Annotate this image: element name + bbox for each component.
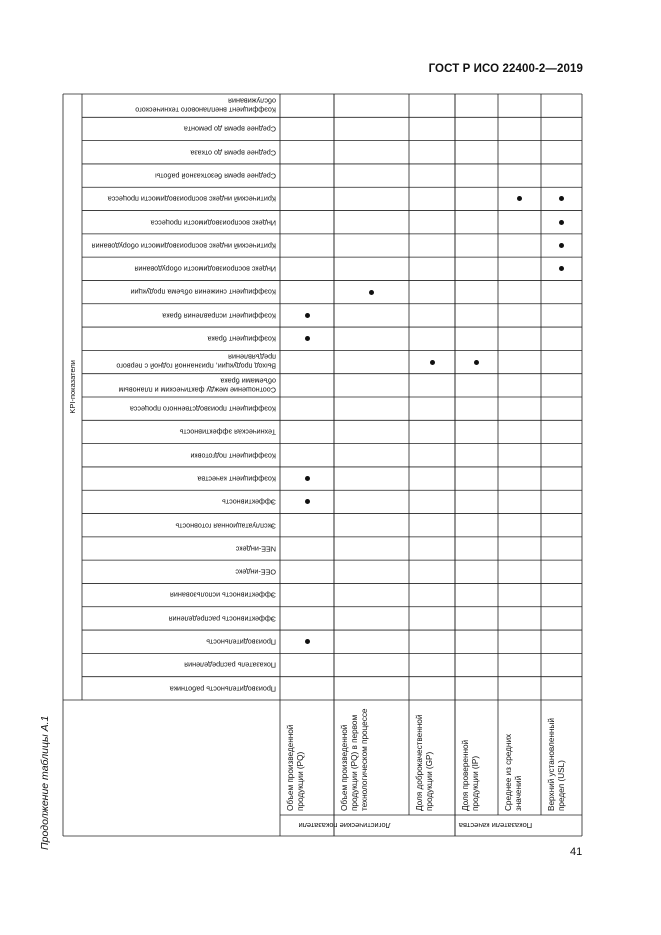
table-row-label-text: Коэффициент подготовки — [190, 450, 276, 460]
table-row-label — [86, 491, 276, 512]
table-row-label-text: Производительность работника — [169, 683, 276, 693]
table-row-label — [86, 608, 276, 629]
table-row-label — [86, 561, 276, 582]
table-row-label — [86, 678, 276, 699]
table-caption: Продолжение таблицы А.1 — [39, 715, 51, 850]
document-header: ГОСТ Р ИСО 22400-2—2019 — [428, 63, 583, 75]
table-row-label-text: Среднее время до отказа — [190, 147, 276, 157]
table-row-label-text: OEE-индекс — [235, 567, 276, 577]
column-header: Объем произведенной продукции (PQ) в первом технологическом процессе — [340, 708, 369, 811]
column-header: Верхний установленный предел (USL) — [547, 718, 566, 811]
table-row-label — [86, 235, 276, 256]
bullet-mark — [430, 360, 435, 365]
bullet-mark — [305, 639, 310, 644]
column-header: Доля доброкачественной продукции (GP) — [415, 714, 434, 811]
table-row-label-text: Коэффициент снижения объема продукции — [130, 287, 276, 297]
table-row-label — [86, 538, 276, 559]
table-row-label-text: Производительность — [206, 637, 276, 647]
table-row-label — [86, 468, 276, 489]
table-row-label — [86, 188, 276, 209]
table-row-label-text: Коэффициент внепланового технического обслуживания — [135, 96, 276, 115]
table-row-label-text: Коэффициент брака — [207, 334, 276, 344]
bullet-mark — [369, 290, 374, 295]
table-row-label — [86, 118, 276, 139]
table-row-label — [86, 445, 276, 466]
table-row-label — [86, 351, 276, 372]
table-row-label-text: Эффективность использования — [169, 590, 276, 600]
table-row-label — [86, 281, 276, 302]
column-group-header: Логистические показатели — [298, 821, 391, 830]
bullet-mark — [559, 243, 564, 248]
table-row-label-text: Техническая эффективность — [179, 427, 276, 437]
table-row-label-text: Среднее время до ремонта — [183, 124, 276, 134]
table-row-label-text: NEE-индекс — [235, 544, 276, 553]
bullet-mark — [305, 336, 310, 341]
table-row-label — [86, 375, 276, 396]
bullet-mark — [305, 313, 310, 318]
table-row-label-text: Среднее время безотказной работы — [155, 171, 276, 181]
table-row-label-text: Эффективность — [222, 497, 276, 507]
table-row-label — [86, 165, 276, 186]
table-row-label — [86, 515, 276, 536]
table-row-label — [86, 421, 276, 442]
table-row-label-text: Индекс воспроизводимости процесса — [150, 217, 276, 227]
table-row-label-text: Коэффициент исправления брака — [162, 310, 276, 320]
table-row-label — [86, 305, 276, 326]
bullet-mark — [305, 476, 310, 481]
bullet-mark — [474, 360, 479, 365]
column-header: Доля проверенной продукции (IP) — [461, 739, 480, 811]
table-row-label-text: Эксплуатационная готовность — [175, 520, 276, 530]
table-row-label-text: Коэффициент качества — [197, 474, 276, 484]
table-row-label — [86, 654, 276, 675]
table-row-label — [86, 212, 276, 233]
kpi-group-label: KPI-показатели — [68, 360, 77, 414]
table-row-label-text: Критический индекс воспроизводимости оборудования — [91, 241, 276, 250]
bullet-mark — [559, 220, 564, 225]
table-row-label — [86, 328, 276, 349]
table-row-label-text: Критический индекс воспроизводимости процесса — [107, 194, 276, 204]
table-row-label-text: Индекс воспроизводимости оборудования — [134, 264, 276, 274]
table-row-label — [86, 584, 276, 605]
table-row-label — [86, 95, 276, 116]
table-row-label — [86, 631, 276, 652]
column-group-header: Показатели качества — [458, 821, 533, 830]
bullet-mark — [305, 499, 310, 504]
table-row-label-text: Эффективность распределения — [168, 613, 276, 623]
table-row-label-text: Коэффициент производственного процесса — [129, 404, 276, 414]
table-row-label-text: Соотношение между фактическим и плановым объемами брака — [118, 376, 276, 395]
table-row-label-text: Показатель распределения — [184, 660, 276, 670]
table-row-label — [86, 398, 276, 419]
page-number: 41 — [570, 846, 583, 858]
table-row-label-text: Выход продукции, признанной годной с первого предъявления — [116, 353, 276, 372]
column-header: Объем произведенной продукции (PQ) — [286, 724, 305, 811]
column-header: Среднее из средних значений — [504, 733, 523, 811]
table-row-label — [86, 258, 276, 279]
table-row-label — [86, 142, 276, 163]
